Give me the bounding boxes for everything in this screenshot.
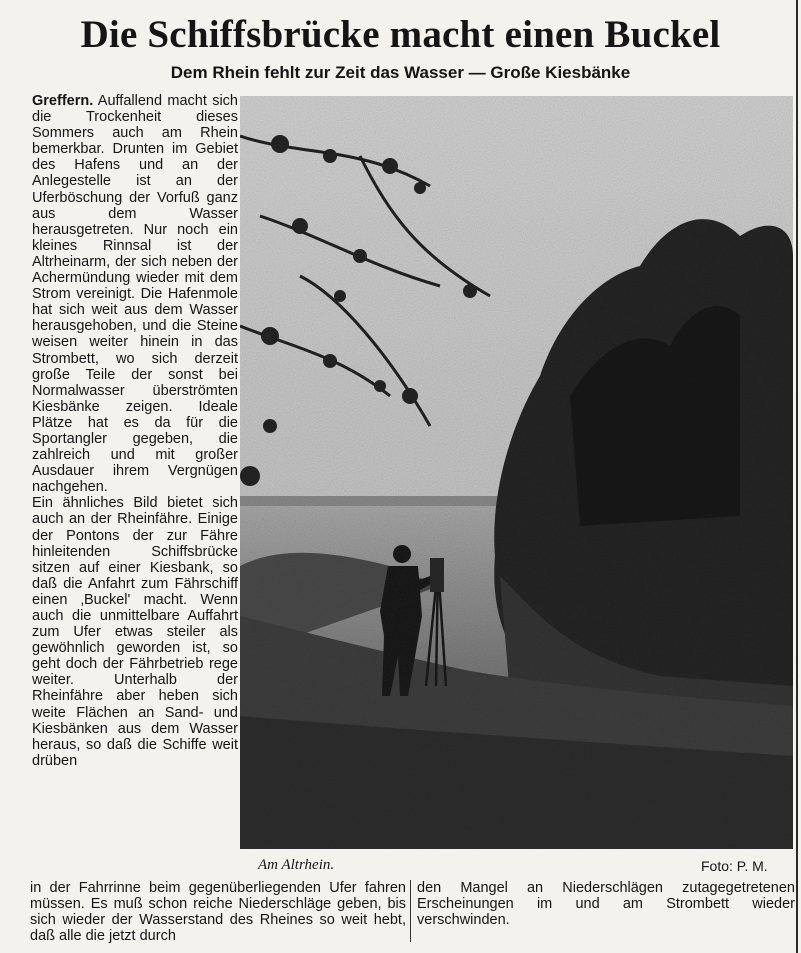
photo-illustration <box>240 96 793 849</box>
page-edge-rule <box>796 0 798 953</box>
photo-altrhein <box>240 96 793 849</box>
column-divider <box>410 880 411 942</box>
paragraph-2: Ein ähnliches Bild bietet sich auch an der Rheinfähre. Einige der Pontons der zur Fähre hinleitenden Schiffsbrücke sitzen auf einer Kiesbank, so daß die Anfahrt zum Fährschiff einen ‚Buckel' macht. Wenn auch die unmittelbare Auffahrt zum Ufer etwas steiler als gewöhnlich geworden ist, so geht doch der Fährbetrieb rege weiter. Unterhalb der Rheinfähre aber heben sich weite Flächen an Sand- und Kiesbänken aus dem Wasser heraus, so daß die Schiffe weit drüben <box>32 495 238 769</box>
dateline: Greffern. <box>32 93 94 109</box>
article-continuation-right: den Mangel an Niederschlägen zutagegetretenen Erscheinungen im und am Strombett wieder verschwinden. <box>417 880 795 929</box>
photo-credit: Foto: P. M. <box>701 858 768 874</box>
article-continuation-left: in der Fahrrinne beim gegenüberliegenden Ufer fahren müssen. Es muß schon reiche Niederschläge geben, bis sich wieder der Wasserstand des Rheines so weit hebt, daß alle die jetzt durch <box>30 880 406 945</box>
subheadline: Dem Rhein fehlt zur Zeit das Wasser — Große Kiesbänke <box>170 63 631 82</box>
paragraph-1-text: Auffallend macht sich die Trockenheit dieses Sommers auch am Rhein bemerkbar. Drunten im Gebiet des Hafens und an der Anlegestelle ist an der Uferböschung der Vorfuß ganz aus dem Wasser herausgetreten. Nur noch ein kleines Rinnsal ist der Altrheinarm, der sich neben der Achermündung wieder mit dem Strom vereinigt. Die Hafenmole hat sich weit aus dem Wasser herausgehoben, und die Steine weisen weiter hinein in das Strombett, wo sich derzeit große Teile der sonst bei Normalwasser überströmten Kiesbänke zeigen. Ideale Plätze hat es da für die Sportangler gegeben, die zahlreich und mit großer Ausdauer ihrem Vergnügen nachgehen. <box>32 93 238 496</box>
headline: Die Schiffsbrücke macht einen Buckel <box>80 13 721 56</box>
photo-caption: Am Altrhein. <box>258 857 335 873</box>
paragraph-1 <box>32 93 238 495</box>
article-column-left <box>32 93 238 769</box>
